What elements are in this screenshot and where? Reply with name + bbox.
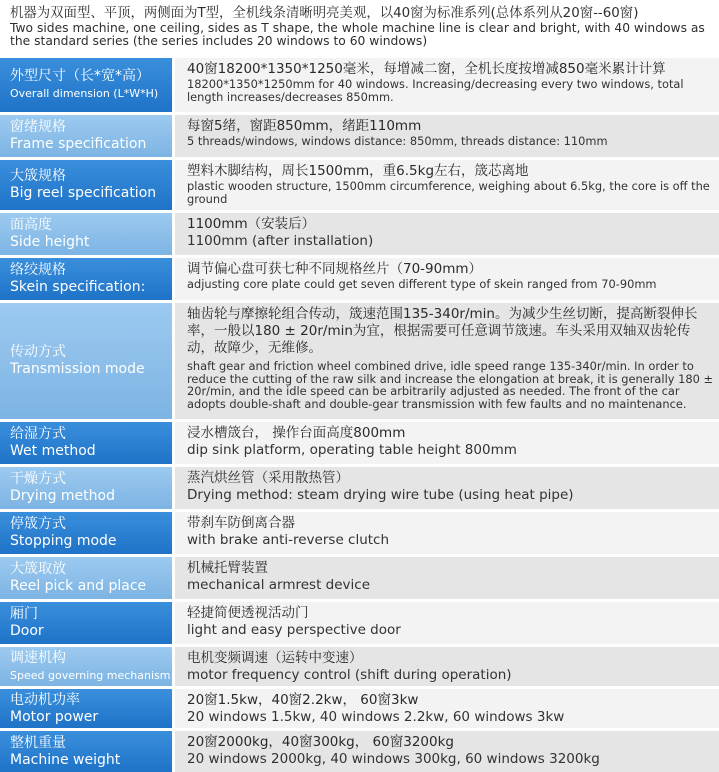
label-en: Skein specification: [10, 279, 146, 295]
value-cn: 20窗2000kg，40窗300kg， 60窗3200kg [187, 734, 454, 750]
label-cn: 外型尺寸（长*宽*高） [10, 68, 150, 84]
label-en: Side height [10, 234, 90, 250]
label-en: Reel pick and place [10, 578, 147, 594]
label-en: Overall dimension (L*W*H) [10, 87, 159, 100]
value-cn: 塑料木脚结构，周长1500mm，重6.5kg左右，筬芯离地 [187, 163, 529, 179]
label-en: Motor power [10, 708, 99, 725]
label-cn: 大筬规格 [10, 168, 66, 184]
value-cn: 带刹车防倒离合器 [187, 515, 295, 531]
spec-value [175, 258, 719, 300]
spec-value [175, 731, 719, 772]
value-cn: 40窗18200*1350*1250毫米，每增减二窗，全机长度按增减850毫米累计计算 [187, 61, 666, 77]
label-en: Transmission mode [10, 361, 145, 377]
spec-label [0, 303, 172, 419]
spec-value [175, 58, 719, 112]
spec-value [175, 647, 719, 686]
label-cn: 厢门 [10, 606, 38, 622]
intro-text-en: Two sides machine, one ceiling, sides as T shape, the whole machine line is clear and bright, with 40 windows as the standard series (the series includes 20 windows to 60 windows) [10, 21, 705, 48]
value-en: 20 windows 2000kg, 40 windows 300kg, 60 windows 3200kg [187, 751, 600, 767]
value-en: shaft gear and friction wheel combined drive, idle speed range 135-340r/min. In order to reduce the cutting of the raw silk and increase the elongation at break, it is generally 180 ± 20r/min, and the idle speed can be arbitrarily adjusted as needed. The front of the car adopts double-shaft and double-gear transmission with few faults and no maintenance. [187, 359, 713, 411]
spec-value [175, 422, 719, 464]
label-cn: 电动机功率 [10, 691, 80, 708]
value-en: 18200*1350*1250mm for 40 windows. Increasing/decreasing every two windows, total length increases/decreases 850mm. [187, 77, 684, 104]
spec-value [175, 557, 719, 599]
label-cn: 停筬方式 [10, 516, 66, 532]
spec-row-skein [0, 258, 719, 300]
value-cn: 轻捷简便透视活动门 [187, 605, 309, 621]
value-en: light and easy perspective door [187, 622, 401, 638]
label-en: Speed governing mechanism [10, 668, 171, 682]
value-cn: 20窗1.5kw，40窗2.2kw， 60窗3kw [187, 692, 419, 708]
spec-row-overall-dimension [0, 58, 719, 112]
value-en: Drying method: steam drying wire tube (using heat pipe) [187, 487, 574, 503]
label-cn: 络绞规格 [10, 262, 66, 278]
spec-value [175, 115, 719, 157]
value-cn: 每窗5绪，窗距850mm，绪距110mm [187, 118, 422, 134]
value-cn: 调节偏心盘可获七种不同规格丝片（70-90mm） [187, 261, 483, 277]
spec-value [175, 512, 719, 554]
spec-row-motor-power [0, 689, 719, 728]
spec-label [0, 689, 172, 728]
value-en: adjusting core plate could get seven different type of skein ranged from 70-90mm [187, 277, 657, 291]
spec-row-wet-method [0, 422, 719, 464]
spec-row-machine-weight [0, 731, 719, 772]
label-en: Big reel specification [10, 185, 157, 201]
label-en: Machine weight [10, 751, 121, 768]
label-cn: 面高度 [10, 217, 52, 233]
spec-label [0, 647, 172, 686]
spec-label [0, 213, 172, 255]
spec-value [175, 213, 719, 255]
label-cn: 传动方式 [10, 344, 66, 360]
spec-value [175, 689, 719, 728]
value-cn: 轴齿轮与摩擦轮组合传动，筬速范围135-340r/min。为减少生丝切断，提高断裂伸长率，一般以180 ± 20r/min为宜，根据需要可任意调节筬速。车头采用双轴双齿轮传动，故障少，无维修。 [187, 306, 698, 356]
label-cn: 大筬取放 [10, 561, 66, 577]
value-cn: 浸水槽筬台， 操作台面高度800mm [187, 425, 406, 441]
spec-label [0, 258, 172, 300]
spec-row-frame-specification [0, 115, 719, 157]
label-cn: 调速机构 [10, 649, 66, 666]
label-en: Drying method [10, 488, 115, 504]
label-cn: 干燥方式 [10, 471, 66, 487]
value-cn: 机械托臂装置 [187, 560, 268, 576]
spec-row-transmission [0, 303, 719, 419]
spec-label [0, 512, 172, 554]
label-en: Wet method [10, 443, 96, 459]
intro-block [0, 0, 719, 55]
spec-label [0, 467, 172, 509]
spec-label [0, 422, 172, 464]
value-en: 20 windows 1.5kw, 40 windows 2.2kw, 60 windows 3kw [187, 709, 565, 725]
label-en: Frame specification [10, 136, 147, 152]
spec-row-drying-method [0, 467, 719, 509]
spec-row-side-height [0, 213, 719, 255]
value-en: motor frequency control (shift during operation) [187, 667, 512, 683]
value-cn: 蒸汽烘丝管（采用散热管） [187, 470, 349, 486]
label-cn: 整机重量 [10, 734, 66, 751]
spec-value [175, 160, 719, 210]
value-en: dip sink platform, operating table height 800mm [187, 442, 517, 458]
label-en: Door [10, 623, 44, 639]
label-en: Stopping mode [10, 533, 117, 549]
spec-row-big-reel [0, 160, 719, 210]
spec-value [175, 467, 719, 509]
spec-row-speed-governing [0, 647, 719, 686]
label-cn: 窗绪规格 [10, 119, 66, 135]
value-cn: 1100mm（安装后） [187, 216, 316, 232]
intro-text-cn: 机器为双面型、平顶，两侧面为T型，全机线条清晰明亮美观，以40窗为标准系列(总体系列从20窗--60窗) [10, 6, 639, 21]
spec-label [0, 58, 172, 112]
value-en: mechanical armrest device [187, 577, 371, 593]
spec-row-stopping-mode [0, 512, 719, 554]
value-en: plastic wooden structure, 1500mm circumference, weighing about 6.5kg, the core is off the ground [187, 179, 710, 206]
spec-label [0, 115, 172, 157]
value-en: with brake anti-reverse clutch [187, 532, 390, 548]
spec-row-door [0, 602, 719, 644]
value-cn: 电机变频调速（运转中变速） [187, 650, 363, 666]
spec-row-reel-pick-place [0, 557, 719, 599]
spec-label [0, 602, 172, 644]
value-en: 5 threads/windows, windows distance: 850mm, threads distance: 110mm [187, 134, 608, 148]
spec-label [0, 557, 172, 599]
spec-value [175, 303, 719, 419]
label-cn: 给湿方式 [10, 426, 66, 442]
spec-label [0, 731, 172, 772]
spec-value [175, 602, 719, 644]
value-en: 1100mm (after installation) [187, 233, 374, 249]
spec-label [0, 160, 172, 210]
